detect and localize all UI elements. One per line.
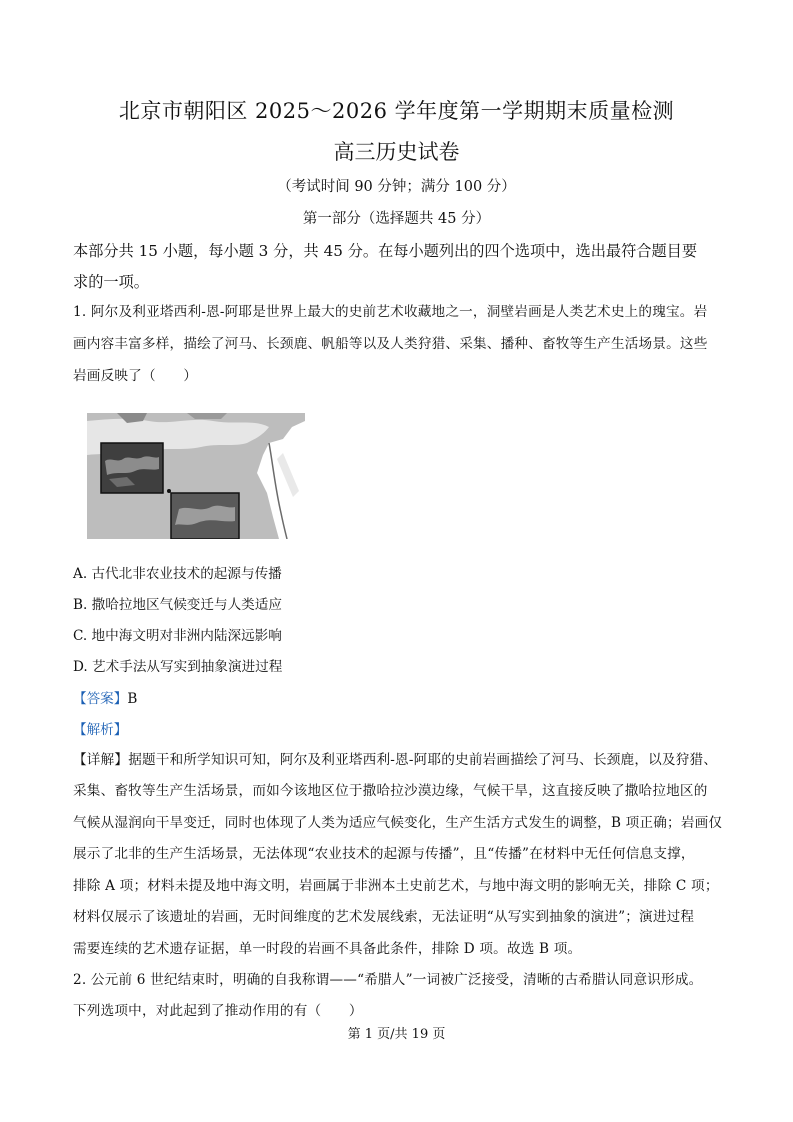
detail-label: 【详解】 [73, 752, 129, 768]
q1-detail-line-5: 排除 A 项；材料未提及地中海文明，岩画属于非洲本土史前艺术，与地中海文明的影响无关，排除 C 项； [73, 878, 719, 894]
q1-detail-line-4: 展示了北非的生产生活场景，无法体现“农业技术的起源与传播”，且“传播”在材料中无任何信息支撑， [73, 846, 695, 862]
q1-answer [73, 688, 137, 710]
page-subtitle: 高三历史试卷 [333, 140, 460, 164]
part-heading: 第一部分（选择题共 45 分） [302, 211, 491, 227]
analysis-label: 【解析】 [73, 722, 128, 738]
exam-info: （考试时间 90 分钟；满分 100 分） [277, 179, 516, 195]
instructions-line-2: 求的一项。 [73, 273, 149, 291]
q1-detail-line-7: 需要连续的艺术遗存证据，单一时段的岩画不具备此条件，排除 D 项。故选 B 项。 [73, 941, 582, 957]
q1-detail-line-1 [73, 745, 723, 776]
q1-stem-line-2: 画内容丰富多样，描绘了河马、长颈鹿、帆船等以及人类狩猎、采集、播种、畜牧等生产生活场景。这些 [73, 336, 708, 352]
instructions-line-1: 本部分共 15 小题，每小题 3 分，共 45 分。在每小题列出的四个选项中，选出最符合题目要 [73, 242, 698, 260]
rock-art-map-figure [87, 413, 305, 539]
page-title: 北京市朝阳区 2025～2026 学年度第一学期期末质量检测 [118, 99, 675, 123]
q1-stem-line-3: 岩画反映了（ ） [73, 368, 198, 384]
answer-value: B [127, 691, 138, 707]
q2-stem-line-2: 下列选项中，对此起到了推动作用的有（ ） [73, 1003, 363, 1019]
q1-detail-line-6: 材料仅展示了该遗址的岩画，无时间维度的艺术发展线索，无法证明“从写实到抽象的演进”；演进过程 [73, 909, 695, 925]
q2-stem-line-1: 2. 公元前 6 世纪结束时，明确的自我称谓——“希腊人”一词被广泛接受，清晰的古希腊认同意识形成。 [73, 972, 703, 988]
q1-option-a: A. 古代北非农业技术的起源与传播 [73, 566, 282, 582]
answer-label: 【答案】 [73, 691, 128, 707]
page-number: 第 1 页/共 19 页 [347, 1027, 446, 1042]
q1-detail-line-2: 采集、畜牧等生产生活场景，而如今该地区位于撒哈拉沙漠边缘，气候干旱，这直接反映了撒哈拉地区的 [73, 783, 708, 799]
q1-detail-line-3: 气候从湿润向干旱变迁，同时也体现了人类为适应气候变化，生产生活方式发生的调整，B 项正确；岩画仅 [73, 815, 723, 831]
detail-text: 据题干和所学知识可知，阿尔及利亚塔西利-恩-阿耶的史前岩画描绘了河马、长颈鹿，以及狩猎、 [128, 752, 718, 768]
q1-option-c: C. 地中海文明对非洲内陆深远影响 [73, 628, 282, 644]
q1-option-d: D. 艺术手法从写实到抽象演进过程 [73, 659, 283, 675]
q1-option-b: B. 撒哈拉地区气候变迁与人类适应 [73, 597, 282, 613]
q1-stem-line-1: 1. 阿尔及利亚塔西利-恩-阿耶是世界上最大的史前艺术收藏地之一，洞壁岩画是人类艺术史上的瑰宝。岩 [73, 304, 708, 320]
